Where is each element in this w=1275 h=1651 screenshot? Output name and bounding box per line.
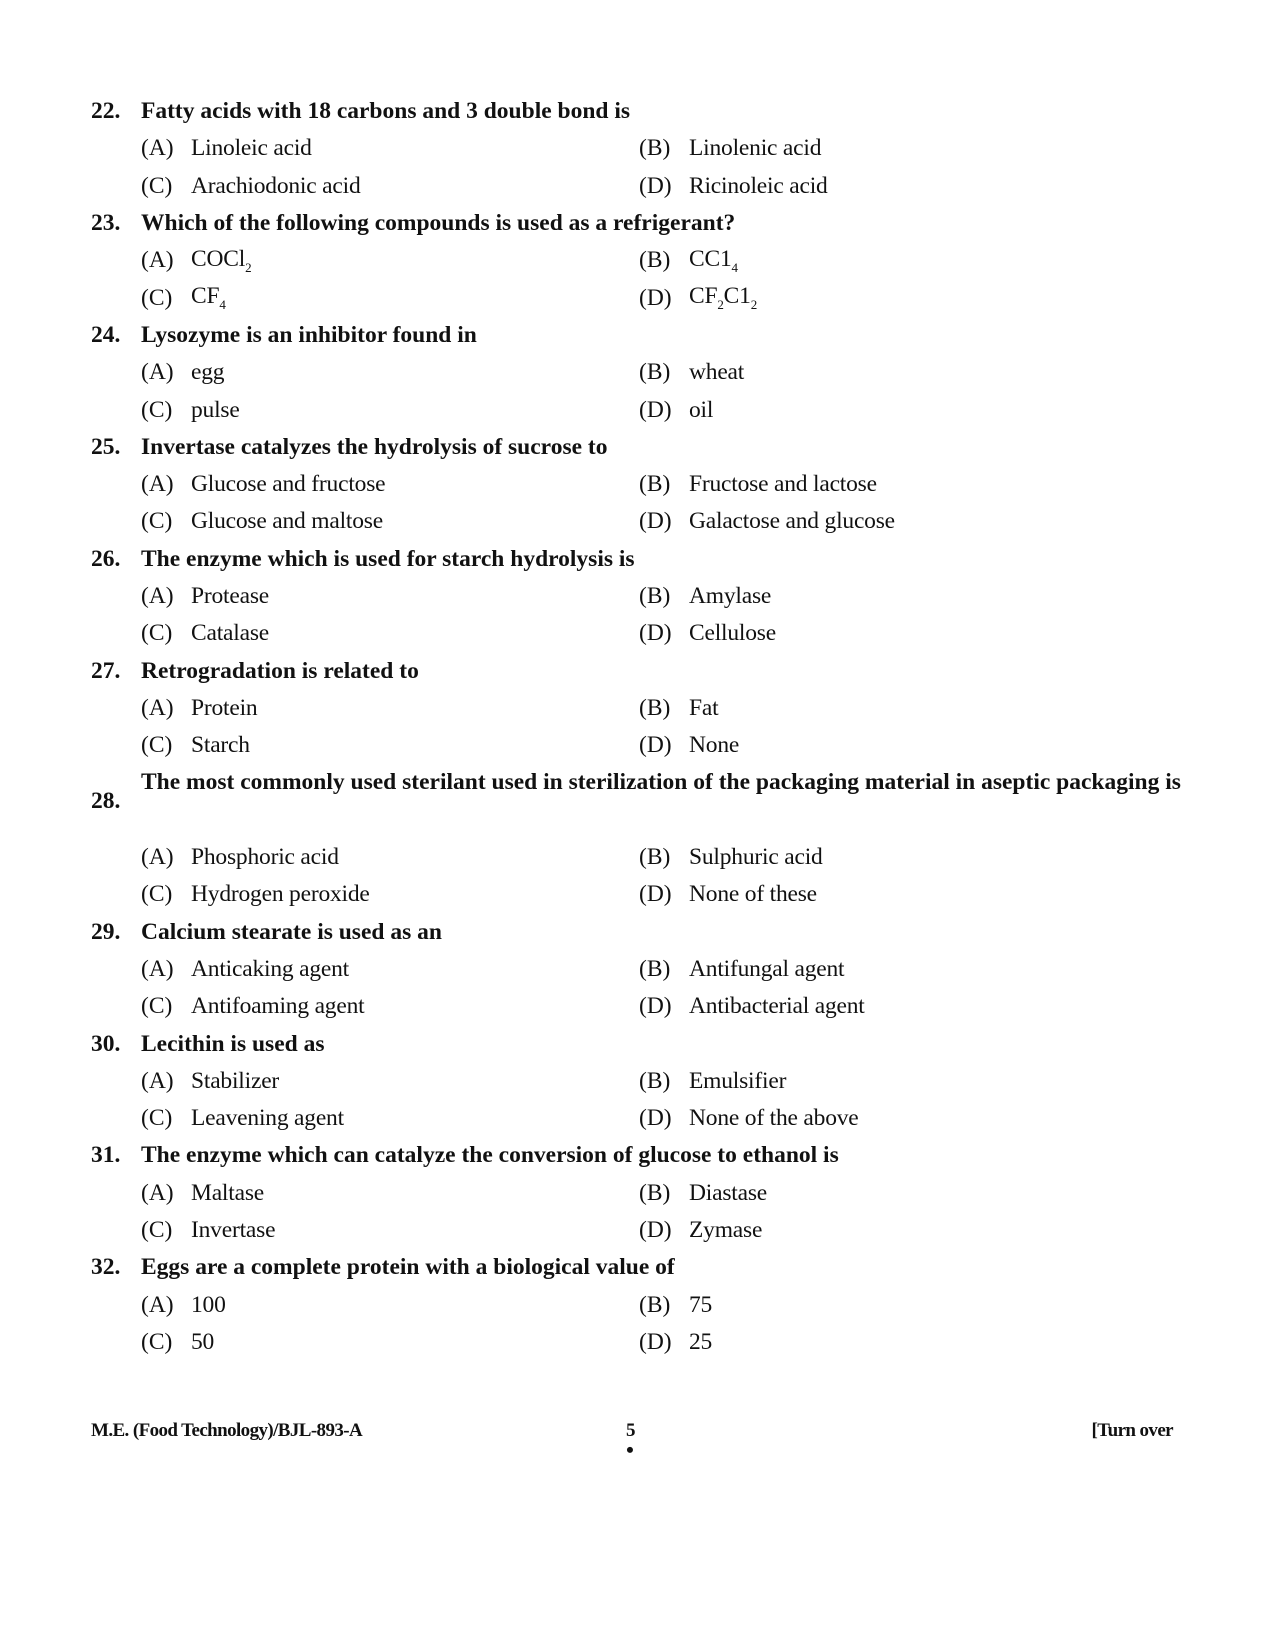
option-label: (B): [639, 694, 671, 721]
question-text: The most commonly used sterilant used in sterilization of the packaging material in aseptic packaging is: [141, 769, 1181, 796]
option-label: (A): [141, 471, 174, 498]
option-text: None of these: [689, 881, 817, 908]
option-a: [141, 466, 385, 503]
option-label: (C): [141, 396, 173, 423]
option-label: (D): [639, 508, 672, 535]
question-number: 28.: [91, 788, 121, 815]
option-text: Zymase: [689, 1217, 763, 1244]
option-label: (B): [639, 955, 671, 982]
option-text: Fructose and lactose: [689, 471, 877, 498]
option-text: 25: [689, 1328, 713, 1355]
option-label: (A): [141, 583, 174, 609]
option-label: (C): [141, 1105, 173, 1132]
options-row: [0, 279, 1275, 316]
option-c: [141, 1100, 344, 1137]
options-row: [0, 690, 1275, 727]
option-c: [141, 876, 370, 913]
option-label: (D): [639, 1328, 672, 1355]
options-row: [0, 1287, 1275, 1324]
question-stem: [0, 541, 1275, 578]
option-c: [141, 168, 361, 205]
option-d: [639, 615, 776, 652]
option-text: Antifungal agent: [689, 955, 845, 982]
option-a: [141, 242, 251, 279]
options-row: [0, 988, 1275, 1025]
option-d: [639, 168, 828, 205]
options-row: [0, 354, 1275, 391]
option-text: Sulphuric acid: [689, 844, 823, 871]
option-label: (A): [141, 247, 174, 274]
option-label: (A): [141, 844, 174, 871]
options-row: [0, 503, 1275, 540]
option-d: [639, 1100, 859, 1137]
question-number: 22.: [91, 98, 121, 125]
option-d: [639, 727, 739, 764]
option-text: 100: [191, 1291, 226, 1318]
option-text: Starch: [191, 732, 250, 759]
option-c: [141, 615, 269, 652]
turn-over-label: [Turn over: [1091, 1420, 1173, 1441]
question-stem: [0, 317, 1275, 354]
option-d: [639, 279, 757, 316]
option-b: [639, 130, 821, 167]
option-text: oil: [689, 396, 714, 423]
option-text: $CF_2C1_2$: [689, 283, 758, 313]
options-row: [0, 727, 1275, 764]
question-stem: [0, 914, 1275, 951]
mark-icon: ●: [622, 1445, 638, 1455]
option-text: egg: [191, 359, 225, 386]
option-a: [141, 951, 349, 988]
option-label: (D): [639, 620, 672, 647]
question-32: [0, 1249, 1275, 1361]
option-text: $CC1_4$: [689, 245, 738, 275]
option-label: (B): [639, 844, 671, 871]
paper-code: M.E. (Food Technology)/BJL-893-A: [91, 1420, 363, 1441]
option-label: (D): [639, 732, 672, 759]
option-b: [639, 1287, 712, 1324]
option-d: [639, 1324, 712, 1361]
question-25: [0, 429, 1275, 541]
option-label: (A): [141, 135, 174, 162]
option-a: [141, 839, 339, 876]
option-text: 50: [191, 1328, 215, 1355]
option-text: Invertase: [191, 1217, 276, 1244]
option-b: [639, 354, 744, 391]
option-text: Anticaking agent: [191, 955, 349, 982]
options-row: [0, 242, 1275, 279]
question-stem: [0, 1137, 1275, 1174]
question-list: [0, 93, 1275, 1361]
question-stem: [0, 93, 1275, 130]
option-text: None: [689, 732, 740, 759]
page-number: 5: [626, 1420, 636, 1441]
option-b: [639, 1175, 767, 1212]
option-label: (B): [639, 1179, 671, 1206]
option-text: Antibacterial agent: [689, 993, 865, 1020]
option-text: Linolenic acid: [689, 135, 822, 162]
option-text: Catalase: [191, 620, 269, 647]
option-a: [141, 354, 224, 391]
option-label: (B): [639, 359, 671, 386]
question-28: [0, 764, 1275, 913]
question-number: 25.: [91, 433, 121, 460]
option-label: (C): [141, 732, 173, 759]
question-stem: [0, 205, 1275, 242]
option-c: [141, 391, 240, 428]
options-row: [0, 839, 1275, 876]
question-23: [0, 205, 1275, 317]
option-a: [141, 130, 312, 167]
option-b: [639, 466, 877, 503]
option-text: Stabilizer: [191, 1067, 280, 1094]
option-label: (C): [141, 881, 173, 908]
option-b: [639, 951, 844, 988]
option-label: (B): [639, 1291, 671, 1318]
option-label: (B): [639, 135, 671, 162]
option-text: Fat: [689, 694, 719, 721]
option-label: (A): [141, 1067, 174, 1094]
option-a: [141, 578, 269, 615]
question-number: 31.: [91, 1142, 121, 1169]
option-c: [141, 279, 226, 316]
question-text: Fatty acids with 18 carbons and 3 double bond is: [141, 98, 631, 125]
option-text: Cellulose: [689, 620, 776, 647]
option-b: [639, 690, 718, 727]
option-label: (A): [141, 359, 174, 386]
options-row: [0, 615, 1275, 652]
option-a: [141, 1063, 279, 1100]
option-text: $CF_4$: [191, 283, 226, 313]
question-24: [0, 317, 1275, 429]
question-text: Eggs are a complete protein with a biological value of: [141, 1254, 675, 1281]
option-text: Maltase: [191, 1179, 264, 1206]
question-number: 29.: [91, 918, 121, 945]
options-row: [0, 1063, 1275, 1100]
question-text: Calcium stearate is used as an: [141, 918, 442, 945]
option-text: pulse: [191, 396, 240, 423]
option-text: Glucose and maltose: [191, 508, 383, 535]
question-text: Retrogradation is related to: [141, 657, 419, 684]
options-row: [0, 466, 1275, 503]
option-b: [639, 1063, 786, 1100]
question-22: [0, 93, 1275, 205]
option-text: None of the above: [689, 1105, 859, 1132]
option-label: (D): [639, 1217, 672, 1244]
option-text: Phosphoric acid: [191, 844, 339, 871]
question-27: [0, 652, 1275, 764]
option-label: (D): [639, 396, 672, 423]
options-row: [0, 1324, 1275, 1361]
options-row: [0, 391, 1275, 428]
option-text: Antifoaming agent: [191, 993, 365, 1020]
option-label: (A): [141, 694, 174, 721]
option-d: [639, 391, 713, 428]
option-a: [141, 690, 257, 727]
option-label: (A): [141, 955, 174, 982]
question-stem: [0, 652, 1275, 689]
option-text: Glucose and fructose: [191, 471, 386, 498]
option-a: [141, 1175, 264, 1212]
option-label: (B): [639, 471, 671, 498]
question-text: Lysozyme is an inhibitor found in: [141, 321, 477, 348]
option-d: [639, 503, 895, 540]
option-label: (B): [639, 247, 671, 274]
question-number: 23.: [91, 210, 121, 237]
option-text: wheat: [689, 359, 745, 386]
option-label: (B): [639, 1067, 671, 1094]
option-text: Diastase: [689, 1179, 768, 1206]
question-number: 32.: [91, 1254, 121, 1281]
option-c: [141, 1212, 275, 1249]
page-footer: [0, 1420, 1275, 1460]
option-label: (C): [141, 284, 173, 311]
question-number: 30.: [91, 1030, 121, 1057]
option-label: (A): [141, 1179, 174, 1206]
options-row: [0, 876, 1275, 913]
option-text: Emulsifier: [689, 1067, 787, 1094]
option-label: (C): [141, 993, 173, 1020]
option-text: Ricinoleic acid: [689, 172, 828, 199]
option-d: [639, 988, 865, 1025]
question-29: [0, 914, 1275, 1026]
option-label: (B): [639, 583, 671, 609]
option-label: (D): [639, 881, 672, 908]
option-d: [639, 1212, 762, 1249]
option-text: Protein: [191, 694, 258, 721]
option-label: (A): [141, 1291, 174, 1318]
option-label: (D): [639, 284, 672, 311]
option-label: (D): [639, 1105, 672, 1132]
question-text: Lecithin is used as: [141, 1030, 325, 1057]
question-stem: [0, 1025, 1275, 1062]
option-c: [141, 988, 364, 1025]
question-number: 27.: [91, 657, 121, 684]
question-text: Which of the following compounds is used as a refrigerant?: [141, 210, 736, 237]
options-row: [0, 1175, 1275, 1212]
question-stem: [0, 1249, 1275, 1286]
question-number: 26.: [91, 545, 121, 572]
option-text: Linoleic acid: [191, 135, 312, 162]
option-text: Galactose and glucose: [689, 508, 895, 535]
option-d: [639, 876, 817, 913]
question-30: [0, 1025, 1275, 1137]
option-b: [639, 578, 771, 615]
option-c: [141, 727, 250, 764]
question-text: The enzyme which is used for starch hydrolysis is: [141, 545, 635, 572]
option-label: (C): [141, 172, 173, 199]
option-label: (C): [141, 1328, 173, 1355]
option-b: [639, 839, 823, 876]
question-text: Invertase catalyzes the hydrolysis of sucrose to: [141, 433, 608, 460]
option-text: Arachiodonic acid: [191, 172, 361, 199]
option-a: [141, 1287, 226, 1324]
option-text: Amylase: [689, 583, 772, 609]
option-text: 75: [689, 1291, 713, 1318]
question-text: The enzyme which can catalyze the conversion of glucose to ethanol is: [141, 1142, 839, 1169]
question-stem: [0, 764, 1275, 839]
option-text: Leavening agent: [191, 1105, 344, 1132]
question-stem: [0, 429, 1275, 466]
option-c: [141, 1324, 214, 1361]
question-31: [0, 1137, 1275, 1249]
options-row: [0, 168, 1275, 205]
options-row: [0, 1212, 1275, 1249]
option-label: (C): [141, 1217, 173, 1244]
question-26: [0, 541, 1275, 653]
option-text: Protease: [191, 583, 270, 609]
option-text: Hydrogen peroxide: [191, 881, 370, 908]
option-c: [141, 503, 383, 540]
question-number: 24.: [91, 321, 121, 348]
option-label: (C): [141, 620, 173, 647]
option-text: COCl$_2$: [191, 245, 252, 275]
options-row: [0, 1100, 1275, 1137]
options-row: [0, 951, 1275, 988]
options-row: [0, 578, 1275, 615]
options-row: [0, 130, 1275, 167]
option-label: (C): [141, 508, 173, 535]
option-b: [639, 242, 738, 279]
option-label: (D): [639, 993, 672, 1020]
option-label: (D): [639, 172, 672, 199]
